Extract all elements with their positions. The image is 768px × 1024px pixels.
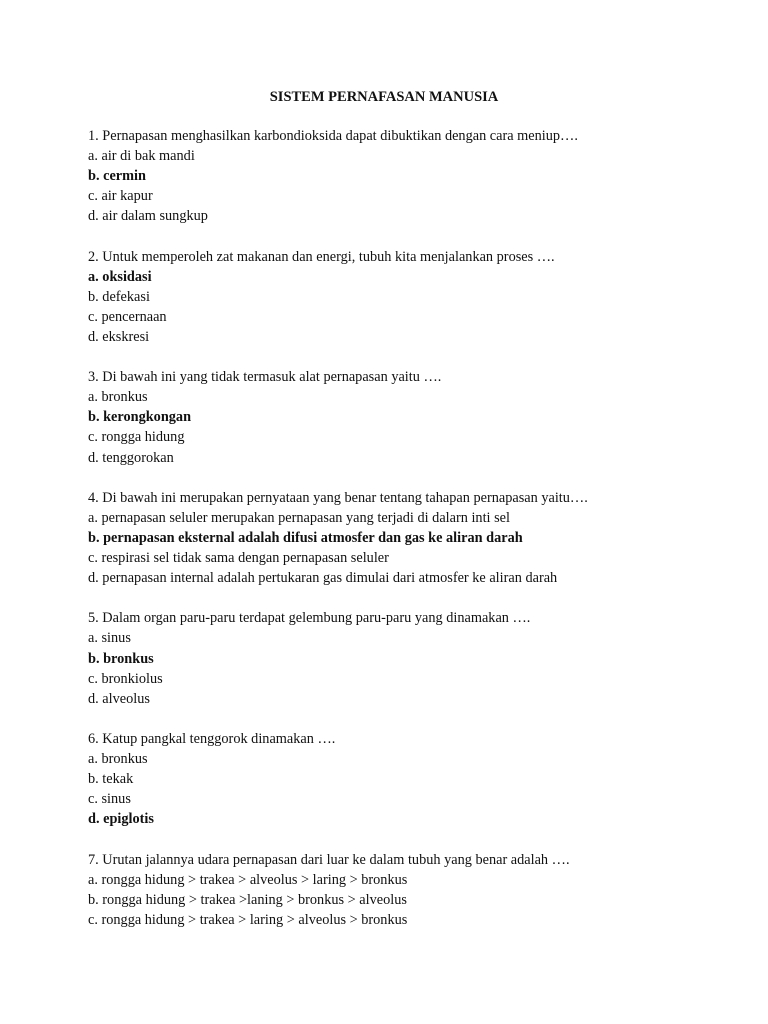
question-text: 3. Di bawah ini yang tidak termasuk alat pernapasan yaitu …. xyxy=(88,369,442,386)
answer-option: a. rongga hidung > trakea > alveolus > laring > bronkus xyxy=(88,871,408,888)
question-text: 5. Dalam organ paru-paru terdapat gelembung paru-paru yang dinamakan …. xyxy=(88,610,531,627)
answer-option: a. bronkus xyxy=(88,751,148,768)
answer-option-correct: b. cermin xyxy=(88,168,146,185)
answer-option: c. air kapur xyxy=(88,188,153,205)
answer-option: b. defekasi xyxy=(88,288,150,305)
answer-option: a. sinus xyxy=(88,630,131,647)
answer-option-correct: a. oksidasi xyxy=(88,268,152,285)
answer-option-correct: b. bronkus xyxy=(88,650,154,667)
question-7 xyxy=(88,850,728,930)
answer-option: a. pernapasan seluler merupakan pernapasan yang terjadi di dalarn inti sel xyxy=(88,509,510,526)
answer-option: a. bronkus xyxy=(88,389,148,406)
question-3 xyxy=(88,367,728,467)
answer-option: c. respirasi sel tidak sama dengan pernapasan seluler xyxy=(88,550,389,567)
answer-option: d. tenggorokan xyxy=(88,449,174,466)
question-4 xyxy=(88,488,728,588)
answer-option-correct: d. epiglotis xyxy=(88,811,154,828)
answer-option: b. rongga hidung > trakea >laning > bronkus > alveolus xyxy=(88,891,407,908)
answer-option: d. air dalam sungkup xyxy=(88,208,208,225)
answer-option: c. pencernaan xyxy=(88,308,167,325)
answer-option-correct: b. kerongkongan xyxy=(88,409,192,426)
question-text: 4. Di bawah ini merupakan pernyataan yang benar tentang tahapan pernapasan yaitu…. xyxy=(88,489,588,506)
answer-option: d. ekskresi xyxy=(88,328,150,345)
document-title: SISTEM PERNAFASAN MANUSIA xyxy=(269,89,499,105)
answer-option: b. tekak xyxy=(88,771,134,788)
answer-option: c. sinus xyxy=(88,791,131,808)
question-6 xyxy=(88,729,728,829)
answer-option-correct: b. pernapasan eksternal adalah difusi atmosfer dan gas ke aliran darah xyxy=(88,529,523,546)
question-text: 7. Urutan jalannya udara pernapasan dari luar ke dalam tubuh yang benar adalah …. xyxy=(88,851,570,868)
answer-option: d. pernapasan internal adalah pertukaran gas dimulai dari atmosfer ke aliran darah xyxy=(88,570,558,587)
answer-option: c. bronkiolus xyxy=(88,670,163,687)
question-text: 1. Pernapasan menghasilkan karbondioksida dapat dibuktikan dengan cara meniup…. xyxy=(88,128,578,144)
question-text: 2. Untuk memperoleh zat makanan dan energi, tubuh kita menjalankan proses …. xyxy=(88,248,555,265)
answer-option: a. air di bak mandi xyxy=(88,148,195,165)
question-text: 6. Katup pangkal tenggorok dinamakan …. xyxy=(88,731,336,747)
answer-option: c. rongga hidung > trakea > laring > alveolus > bronkus xyxy=(88,911,408,928)
answer-option: c. rongga hidung xyxy=(88,429,185,446)
question-2 xyxy=(88,247,728,347)
answer-option: d. alveolus xyxy=(88,690,150,707)
question-5 xyxy=(88,608,728,708)
question-1 xyxy=(88,126,728,226)
